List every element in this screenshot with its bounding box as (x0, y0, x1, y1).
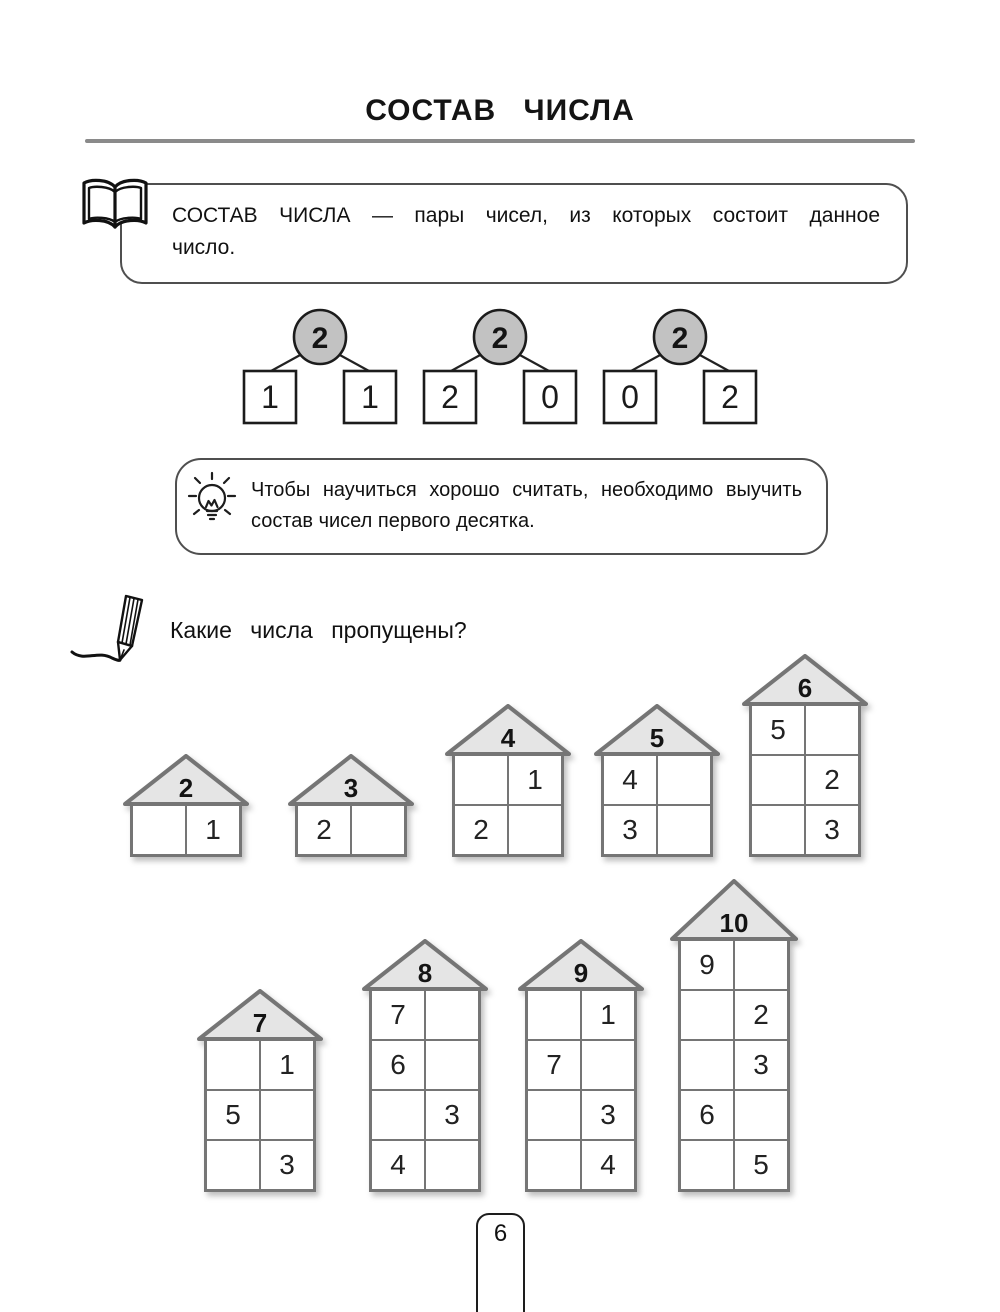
house-6-row-0-left: 5 (752, 706, 804, 754)
house-2-roof-number: 2 (178, 773, 194, 803)
sum-number: 2 (311, 322, 329, 355)
tip-box (175, 458, 828, 555)
house-7-roof-number: 7 (252, 1008, 268, 1038)
house-5-row-1-right[interactable] (656, 806, 710, 854)
branch-line-left (631, 354, 662, 371)
addend-right: 2 (721, 379, 739, 415)
house-4-roof (444, 703, 572, 757)
house-9-row-2-left[interactable] (528, 1091, 580, 1139)
house-10-row-0-right[interactable] (733, 941, 787, 989)
house-3-row-0-right[interactable] (350, 806, 404, 854)
house-9-roof-number: 9 (573, 958, 589, 988)
house-5-row-1-left: 3 (604, 806, 656, 854)
page-number: 6 (493, 1220, 508, 1247)
house-6-row-1-left[interactable] (752, 756, 804, 804)
house-7-row-0-right: 1 (259, 1041, 313, 1089)
house-6-row-2-left[interactable] (752, 806, 804, 854)
house-4-roof-number: 4 (500, 723, 516, 753)
house-9-row-1-left: 7 (528, 1041, 580, 1089)
house-10-row-4-right: 5 (733, 1141, 787, 1189)
house-8-row-1-right[interactable] (424, 1041, 478, 1089)
house-7-row-0-left[interactable] (207, 1041, 259, 1089)
house-4-row-1-left: 2 (455, 806, 507, 854)
addend-right: 1 (361, 379, 379, 415)
house-8-row-0-right[interactable] (424, 991, 478, 1039)
house-8-roof (361, 938, 489, 992)
house-2 (130, 753, 242, 857)
open-book-icon (77, 176, 153, 241)
house-6-row-0-right[interactable] (804, 706, 858, 754)
house-9-roof (517, 938, 645, 992)
house-6-roof-number: 6 (797, 673, 813, 703)
house-7-row-1-right[interactable] (259, 1091, 313, 1139)
house-7-row-2-left[interactable] (207, 1141, 259, 1189)
house-3-roof (287, 753, 415, 807)
house-10-row-4-left[interactable] (681, 1141, 733, 1189)
house-5-roof-number: 5 (649, 723, 665, 753)
house-2-roof (122, 753, 250, 807)
branch-line-right (698, 354, 729, 371)
house-10-row-3-right[interactable] (733, 1091, 787, 1139)
house-3 (295, 753, 407, 857)
house-9-row-2-right: 3 (580, 1091, 634, 1139)
branch-line-right (338, 354, 369, 371)
house-8-row-2-right: 3 (424, 1091, 478, 1139)
definition-line-1: СОСТАВ ЧИСЛА — пары чисел, из которых состоит данное (172, 204, 880, 227)
lightbulb-icon (184, 466, 240, 543)
house-6-roof (741, 653, 869, 707)
house-8-row-0-left: 7 (372, 991, 424, 1039)
house-5-roof (593, 703, 721, 757)
definition-line-2: число. (172, 235, 236, 259)
house-5 (601, 703, 713, 857)
house-10-roof-number: 10 (719, 908, 749, 938)
page-title: СОСТАВ ЧИСЛА (365, 94, 635, 127)
task-question: Какие числа пропущены? (170, 617, 467, 643)
decomposition-tree-3 (600, 308, 760, 426)
house-3-row-0-left: 2 (298, 806, 350, 854)
house-6-row-1-right: 2 (804, 756, 858, 804)
house-8-row-1-left: 6 (372, 1041, 424, 1089)
house-6 (749, 653, 861, 857)
tip-line-2: состав чисел первого десятка. (251, 510, 535, 532)
house-10-row-2-right: 3 (733, 1041, 787, 1089)
branch-line-left (451, 354, 482, 371)
house-10-row-3-left: 6 (681, 1091, 733, 1139)
house-10-row-1-right: 2 (733, 991, 787, 1039)
house-10-row-1-left[interactable] (681, 991, 733, 1039)
house-7-roof (196, 988, 324, 1042)
house-3-roof-number: 3 (343, 773, 359, 803)
sum-number: 2 (671, 322, 689, 355)
house-9-row-3-left[interactable] (528, 1141, 580, 1189)
house-8-row-2-left[interactable] (372, 1091, 424, 1139)
house-4 (452, 703, 564, 857)
house-6-row-2-right: 3 (804, 806, 858, 854)
house-10 (678, 878, 790, 1192)
house-9-row-0-right: 1 (580, 991, 634, 1039)
house-9-row-0-left[interactable] (528, 991, 580, 1039)
definition-box (120, 183, 908, 284)
house-7-row-1-left: 5 (207, 1091, 259, 1139)
tip-line-1: Чтобы научиться хорошо считать, необходимо выучить (251, 479, 802, 501)
title-divider (85, 139, 915, 143)
house-4-row-0-left[interactable] (455, 756, 507, 804)
house-9-row-3-right: 4 (580, 1141, 634, 1189)
house-2-row-0-left[interactable] (133, 806, 185, 854)
addend-left: 0 (621, 379, 639, 415)
addend-right: 0 (541, 379, 559, 415)
house-5-row-0-left: 4 (604, 756, 656, 804)
house-7-row-2-right: 3 (259, 1141, 313, 1189)
house-9-row-1-right[interactable] (580, 1041, 634, 1089)
house-8-roof-number: 8 (417, 958, 433, 988)
house-8 (369, 938, 481, 1192)
house-10-row-2-left[interactable] (681, 1041, 733, 1089)
house-8-row-3-right[interactable] (424, 1141, 478, 1189)
house-10-row-0-left: 9 (681, 941, 733, 989)
branch-line-left (271, 354, 302, 371)
decomposition-tree-2 (420, 308, 580, 426)
house-5-row-0-right[interactable] (656, 756, 710, 804)
house-9 (525, 938, 637, 1192)
house-4-row-1-right[interactable] (507, 806, 561, 854)
addend-left: 1 (261, 379, 279, 415)
pencil-icon (64, 588, 164, 677)
sum-number: 2 (491, 322, 509, 355)
decomposition-tree-1 (240, 308, 400, 426)
house-10-roof (669, 878, 799, 942)
page-number-tab (476, 1213, 525, 1312)
addend-left: 2 (441, 379, 459, 415)
house-8-row-3-left: 4 (372, 1141, 424, 1189)
house-7 (204, 988, 316, 1192)
house-2-row-0-right: 1 (185, 806, 239, 854)
branch-line-right (518, 354, 549, 371)
decomposition-diagrams (0, 308, 1000, 426)
house-4-row-0-right: 1 (507, 756, 561, 804)
